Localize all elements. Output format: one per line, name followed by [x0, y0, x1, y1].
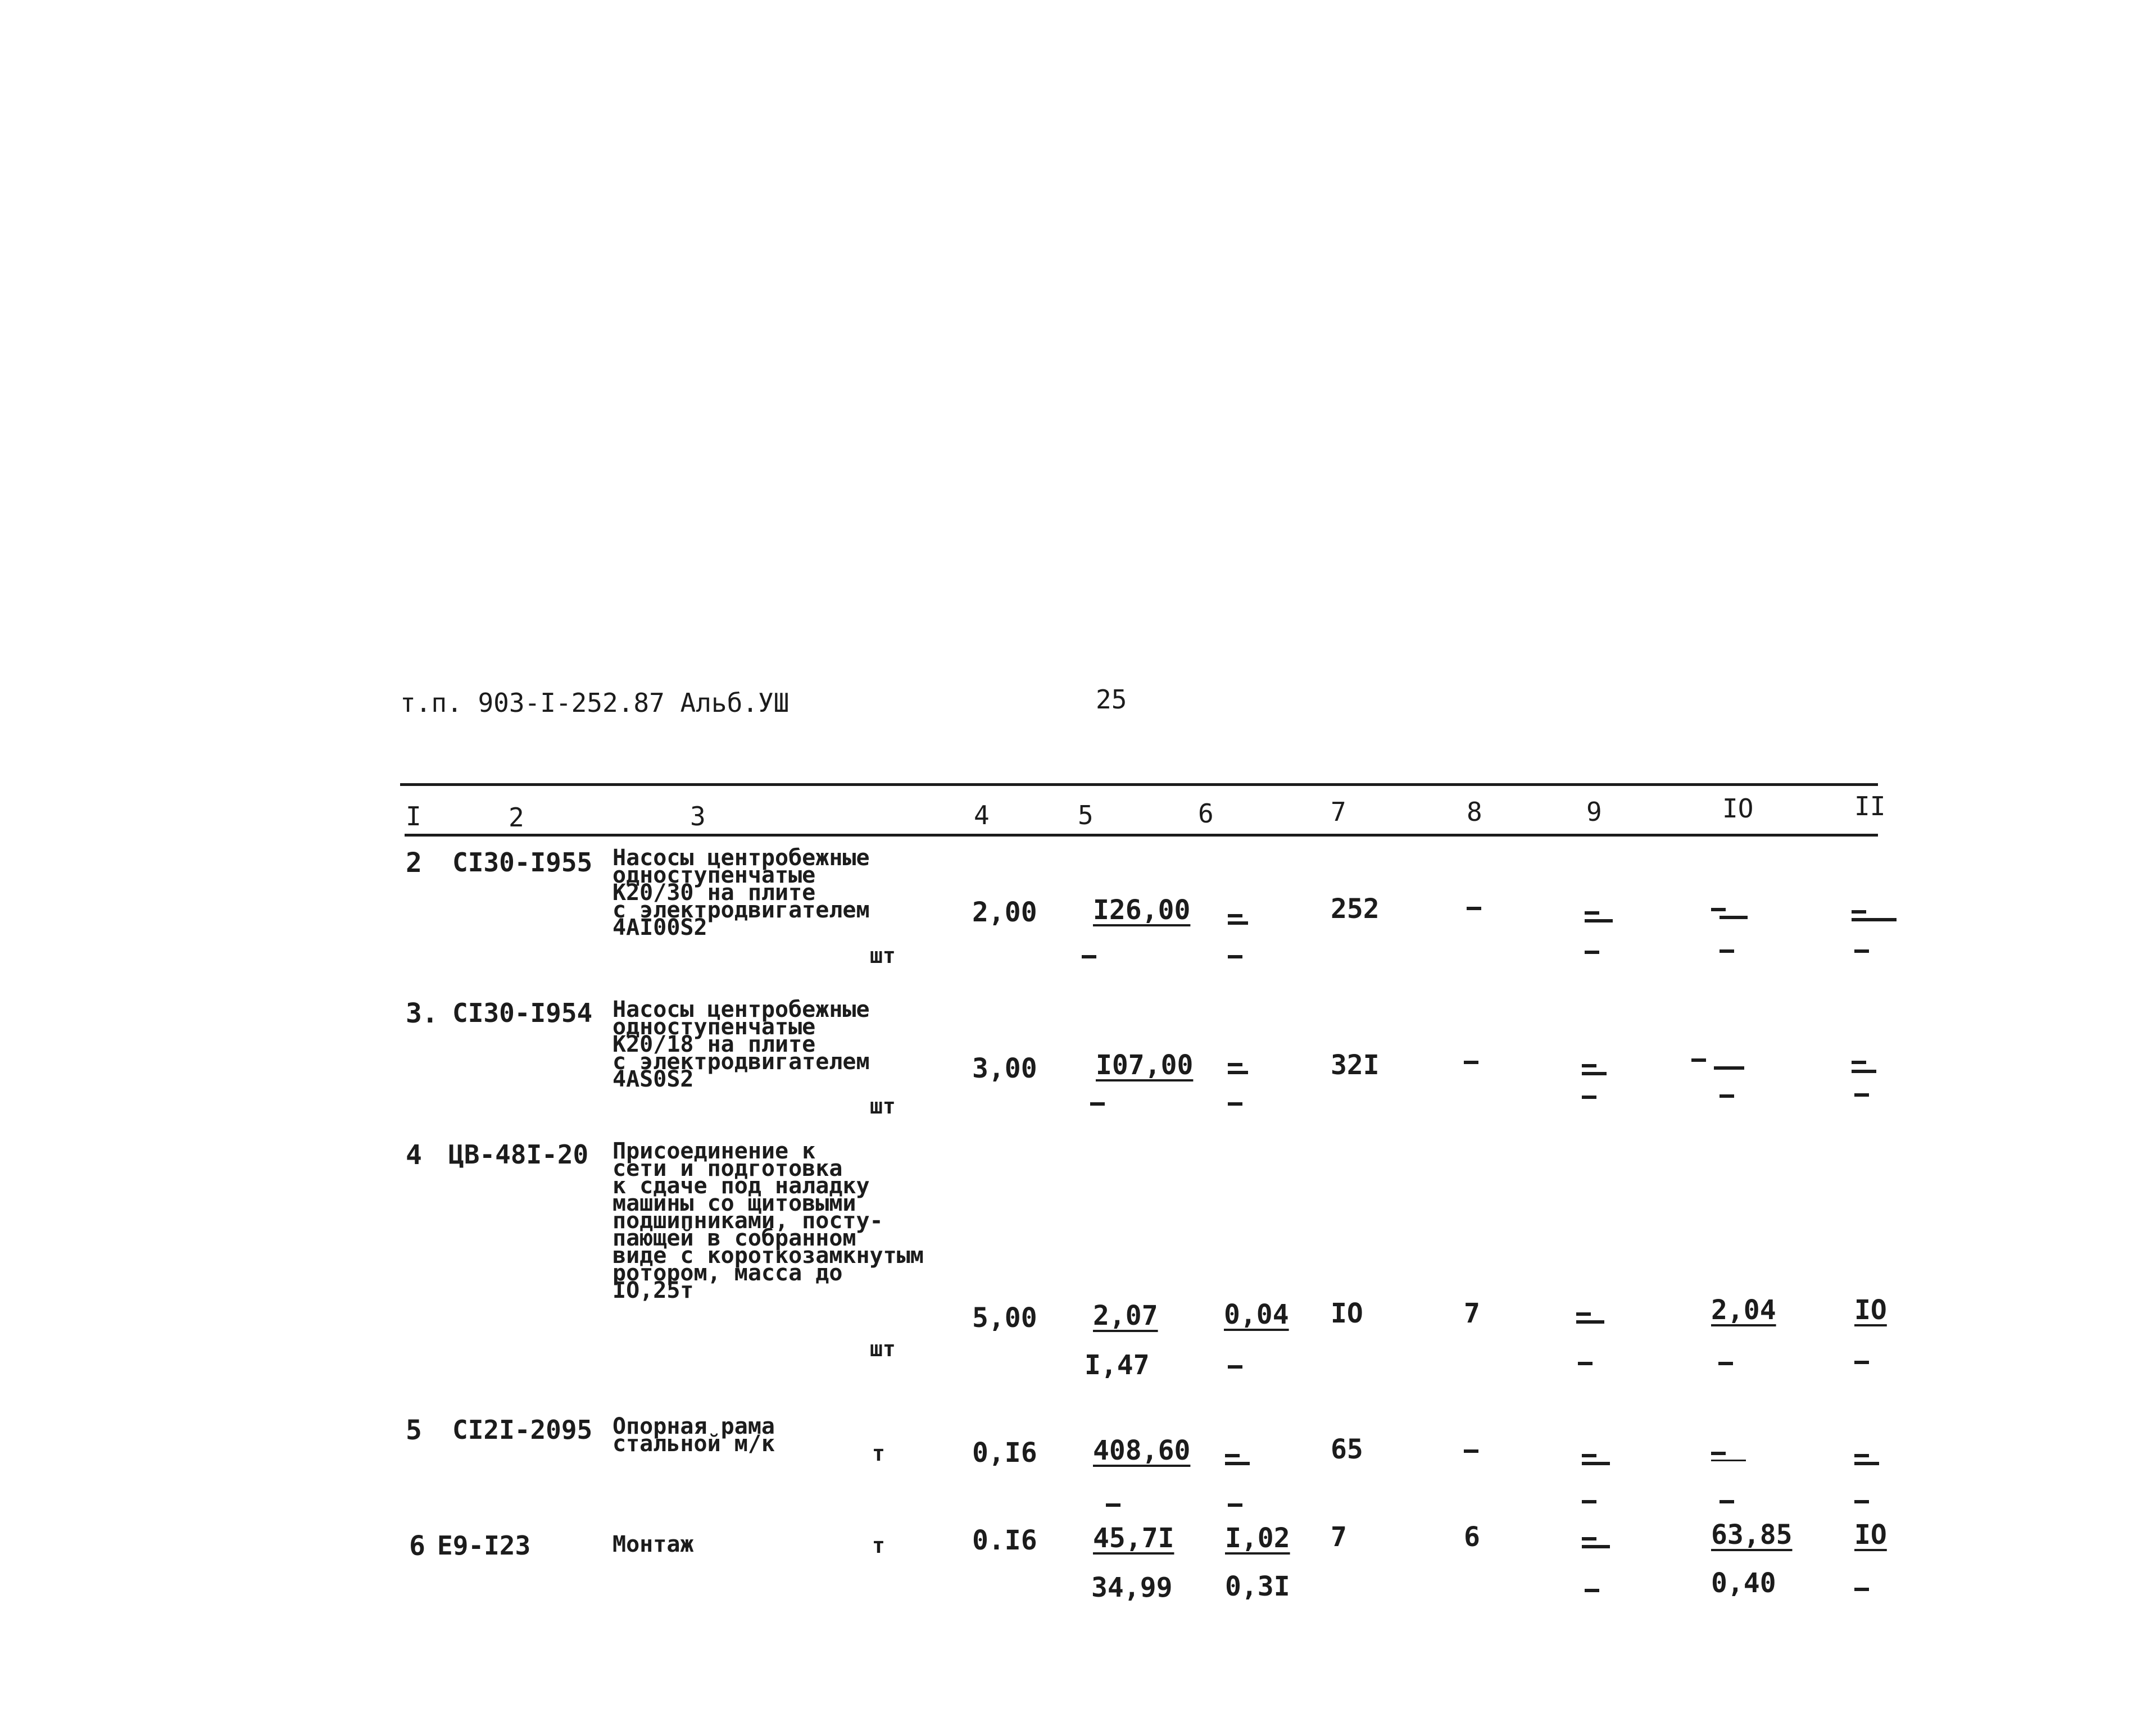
dash	[1854, 949, 1869, 953]
dash	[1714, 1066, 1744, 1070]
dash	[1720, 1094, 1734, 1098]
col5-value: 45,7I	[1093, 1523, 1174, 1554]
estimate-code: CI30-I954	[452, 998, 593, 1028]
work-description: Присоединение к сети и подготовка к сдаче под наладку машины со щитовыми подшипниками, посту- пающей в собранном виде с короткозамкнутым ротором, масса до IO,25т	[613, 1138, 924, 1303]
quantity: 0.I6	[972, 1525, 1037, 1556]
column-header-9: 9	[1586, 797, 1602, 827]
column-header-3: 3	[690, 801, 706, 831]
row-number: 6	[409, 1530, 425, 1562]
dash	[1464, 1061, 1478, 1064]
dash	[1582, 1462, 1610, 1465]
col11-value: IO	[1854, 1519, 1887, 1551]
dash	[1225, 1462, 1250, 1465]
dash	[1467, 907, 1481, 910]
dash	[1582, 1537, 1596, 1540]
dash	[1576, 1320, 1604, 1324]
dash	[1090, 1102, 1105, 1106]
dash	[1464, 1449, 1478, 1453]
dash	[1106, 1503, 1120, 1507]
col5-value: 408,60	[1093, 1435, 1191, 1466]
dash	[1225, 1454, 1240, 1457]
col6-value: 0,04	[1224, 1299, 1289, 1330]
row-number: 2	[406, 847, 422, 879]
dash	[1852, 918, 1897, 921]
row-number: 5	[406, 1415, 422, 1446]
dash	[1228, 1503, 1242, 1507]
col8-value: 6	[1464, 1521, 1480, 1553]
unit: шт	[870, 1094, 896, 1119]
table-top-rule	[400, 783, 1878, 786]
col6-secondary-value: 0,3I	[1225, 1571, 1290, 1602]
dash	[1852, 1061, 1866, 1064]
estimate-code: E9-I23	[437, 1530, 531, 1561]
dash	[1852, 910, 1866, 914]
col8-value: 7	[1464, 1298, 1480, 1329]
column-header-2: 2	[509, 802, 524, 833]
dash	[1582, 1454, 1596, 1457]
col5-value: I26,00	[1093, 894, 1191, 926]
dash	[1082, 955, 1096, 958]
col10-value: 63,85	[1711, 1519, 1793, 1551]
col5-value: 2,07	[1093, 1300, 1158, 1331]
dash	[1582, 1072, 1607, 1075]
col5-value: I07,00	[1096, 1049, 1194, 1081]
row-number: 3.	[406, 998, 438, 1029]
work-description: Монтаж	[613, 1532, 694, 1557]
dash	[1718, 1362, 1733, 1365]
column-header-11: II	[1854, 791, 1886, 821]
column-header-8: 8	[1467, 797, 1482, 827]
dash	[1585, 1589, 1599, 1592]
work-description: Насосы центробежные одноступенчатые К20/18 на плите с электродвигателем 4АS0S2	[613, 997, 870, 1092]
dash	[1582, 1500, 1596, 1503]
dash	[1711, 1460, 1746, 1461]
row-number: 4	[406, 1139, 422, 1171]
page-number: 25	[1096, 684, 1127, 715]
dash	[1578, 1362, 1593, 1365]
dash	[1711, 1452, 1726, 1455]
column-header-7: 7	[1331, 797, 1346, 827]
dash	[1720, 949, 1734, 953]
dash	[1854, 1500, 1869, 1503]
dash	[1585, 951, 1599, 954]
col5-secondary-value: I,47	[1085, 1349, 1150, 1381]
dash	[1854, 1462, 1879, 1465]
col7-value: IO	[1331, 1298, 1363, 1329]
quantity: 5,00	[972, 1302, 1037, 1334]
dash	[1854, 1361, 1869, 1364]
dash	[1852, 1070, 1876, 1073]
column-header-1: I	[406, 801, 421, 831]
work-description: Насосы центробежные одноступенчатые К20/30 на плите с электродвигателем 4АI00S2	[613, 845, 870, 940]
dash	[1585, 919, 1613, 922]
dash	[1720, 916, 1748, 919]
dash	[1854, 1454, 1869, 1457]
col7-value: 65	[1331, 1434, 1363, 1465]
unit: т	[872, 1533, 885, 1558]
dash	[1228, 955, 1242, 958]
dash	[1720, 1500, 1734, 1503]
dash	[1576, 1312, 1591, 1316]
dash	[1582, 1064, 1596, 1067]
estimate-code: ЦВ-48I-20	[448, 1139, 589, 1170]
col7-value: 7	[1331, 1521, 1347, 1553]
quantity: 0,I6	[972, 1437, 1037, 1469]
estimate-code: CI2I-2095	[452, 1415, 593, 1445]
dash	[1228, 1365, 1242, 1369]
quantity: 2,00	[972, 897, 1037, 928]
col11-value: IO	[1854, 1294, 1887, 1326]
column-header-10: IO	[1722, 793, 1754, 824]
col6-value: I,02	[1225, 1523, 1290, 1554]
col7-value: 32I	[1331, 1049, 1380, 1081]
document-reference: т.п. 903-I-252.87 Альб.УШ	[400, 688, 790, 718]
unit: шт	[870, 1337, 896, 1361]
dash	[1228, 1063, 1242, 1066]
dash	[1854, 1093, 1869, 1097]
col5-secondary-value: 34,99	[1091, 1572, 1173, 1603]
dash	[1228, 914, 1242, 917]
column-header-5: 5	[1078, 800, 1094, 830]
dash	[1582, 1096, 1596, 1099]
unit: т	[872, 1441, 885, 1466]
work-description: Опорная рама стальной м/к	[613, 1414, 775, 1457]
header-bottom-rule	[405, 834, 1878, 837]
dash	[1691, 1058, 1706, 1062]
dash	[1228, 1071, 1248, 1074]
estimate-code: CI30-I955	[452, 847, 593, 878]
col10-secondary-value: 0,40	[1711, 1567, 1776, 1599]
column-header-6: 6	[1198, 798, 1214, 829]
unit: шт	[870, 943, 896, 968]
dash	[1582, 1545, 1610, 1548]
dash	[1854, 1588, 1869, 1591]
col10-value: 2,04	[1711, 1294, 1776, 1326]
quantity: 3,00	[972, 1053, 1037, 1084]
col7-value: 252	[1331, 893, 1380, 925]
dash	[1228, 1102, 1242, 1106]
dash	[1228, 921, 1248, 925]
dash	[1711, 908, 1726, 911]
dash	[1585, 911, 1599, 915]
column-header-4: 4	[974, 800, 990, 830]
